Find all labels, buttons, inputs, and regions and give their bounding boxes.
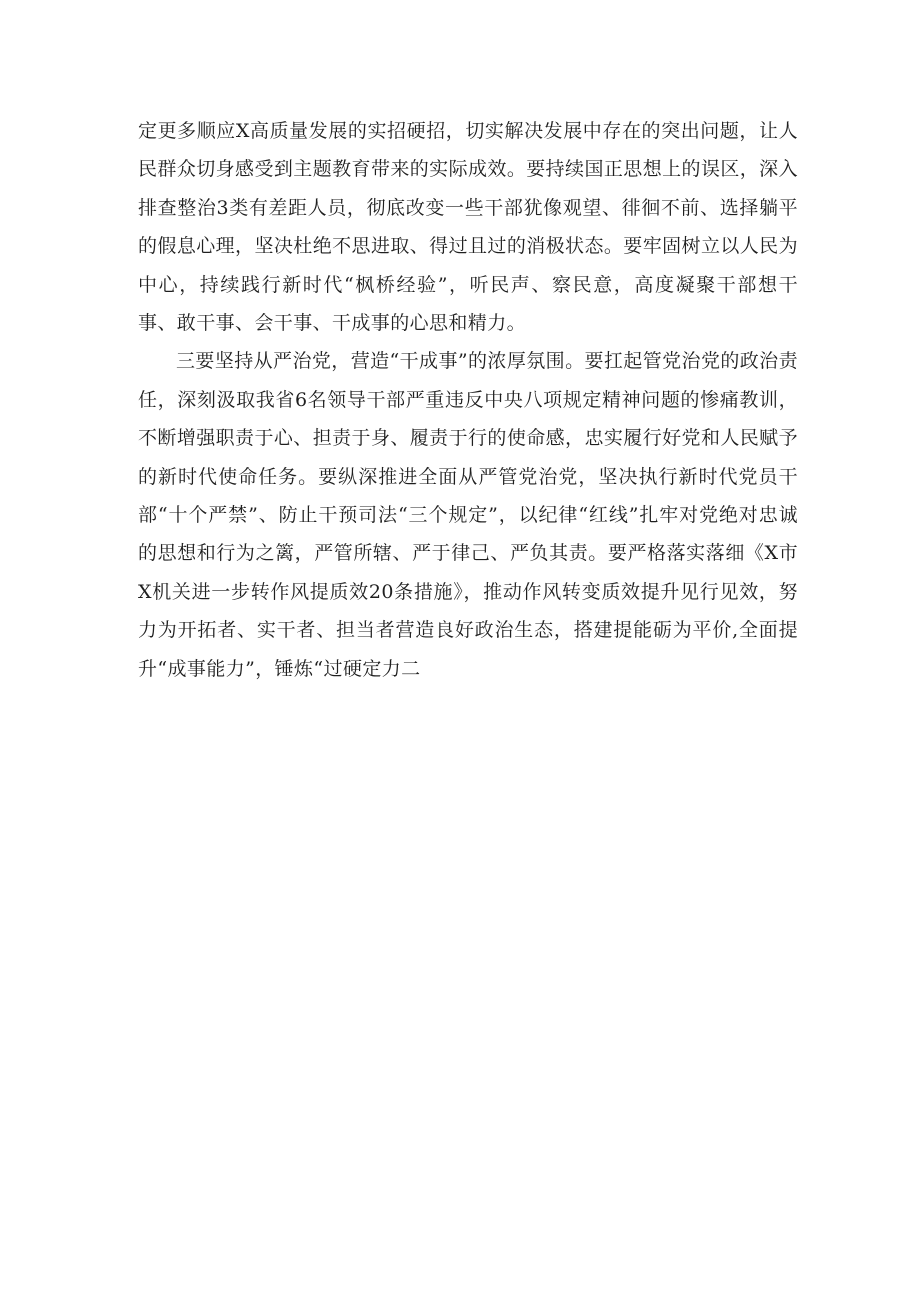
paragraph-continuation: 定更多顺应X高质量发展的实招硬招，切实解决发展中存在的突出问题，让人民群众切身感受到主题教育带来的实际成效。要持续国正思想上的误区，深入排查整治3类有差距人员，彻底改变一些干部犹像观望、徘徊不前、选择躺平的假息心理，坚决杜绝不思进取、得过且过的消极状态。要牢固树立以人民为中心，持续践行新时代“枫桥经验”，听民声、察民意，高度凝聚干部想干事、敢干事、会干事、干成事的心思和精力。 <box>138 120 798 335</box>
document-body <box>138 112 798 688</box>
paragraph-strict-party-governance: 三要坚持从严治党，营造“干成事”的浓厚氛围。要扛起管党治党的政治责任，深刻汲取我省6名领导干部严重违反中央八项规定精神问题的惨痛教训，不断增强职责于心、担责于身、履责于行的使命感，忠实履行好党和人民赋予的新时代使命任务。要纵深推进全面从严管党治党，坚决执行新时代党员干部“十个严禁”、防止干预司法“三个规定”，以纪律“红线”扎牢对党绝对忠诚的思想和行为之篱，严管所辖、严于律己、严负其责。要严格落实落细《X市X机关进一步转作风提质效20条措施》，推动作风转变质效提升见行见效，努力为开拓者、实干者、担当者营造良好政治生态，搭建提能砺为平价,全面提升“成事能力”，锤炼“过硬定力二 <box>138 350 798 680</box>
